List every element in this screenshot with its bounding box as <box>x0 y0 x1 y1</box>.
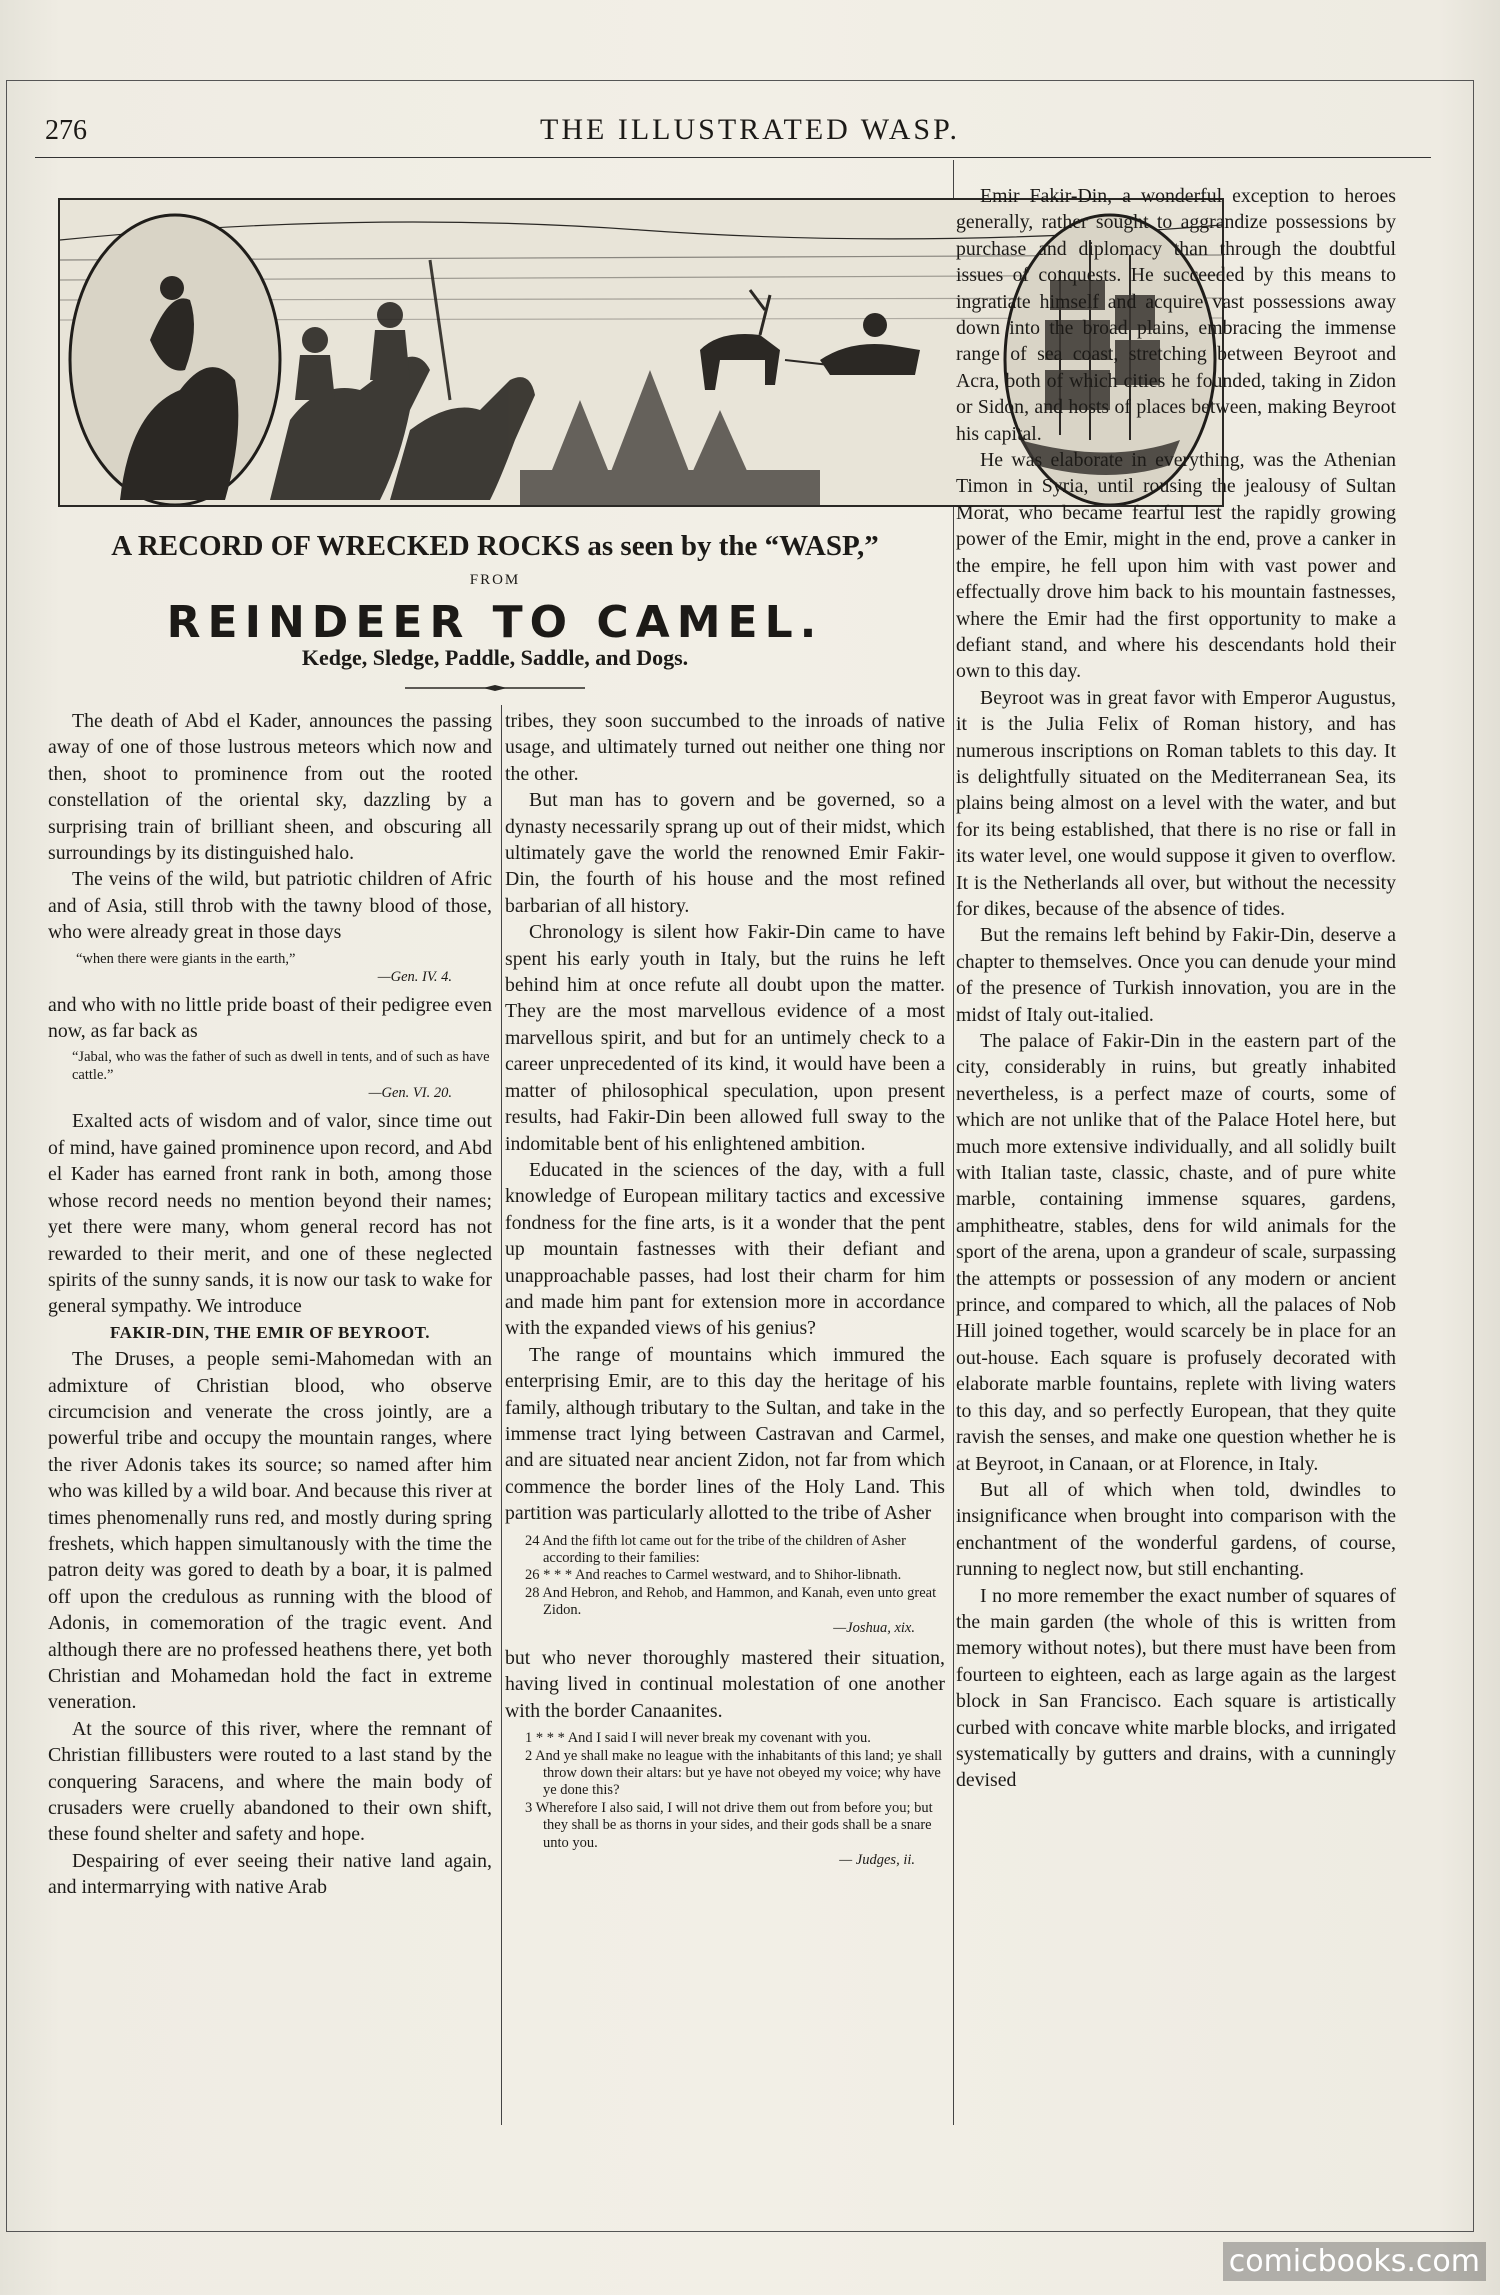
paragraph: and who with no little pride boast of their pedigree even now, as far back as <box>48 993 492 1043</box>
paragraph: I no more remember the exact number of squares of the main garden (the whole of this is written from memory without notes), but there must have been from fourteen to eighteen, each as large again as the largest block in San Francisco. Each square is artistically curbed with concave white marble blocks, and irrigated systematically by gutters and drains, with a cunningly devised <box>956 1584 1396 1792</box>
paragraph: At the source of this river, where the remnant of Christian fillibusters were routed to a last stand by the conquering Saracens, and where the main body of crusaders were cruelly abandoned to their own shift, these found shelter and safety and hope. <box>48 1717 492 1846</box>
verse-attribution: —Joshua, xix. <box>833 1619 915 1636</box>
paragraph: but who never thoroughly mastered their situation, having lived in continual molestation of one another with the border Canaanites. <box>505 1647 945 1722</box>
paragraph: He was elaborate in everything, was the Athenian Timon in Syria, until rousing the jealousy of Sultan Morat, who became fearful lest the rapidly growing power of the Emir, might in the end, prove a canker in the empire, he fell upon him with vast power and effectually drove him back to his mountain fastnesses, where the Emir had the first opportunity to make a defiant stand, and where his descendants hold their own to this day. <box>956 449 1396 683</box>
paragraph: The palace of Fakir-Din in the eastern part of the city, considerably in ruins, but greatly inhabited nevertheless, is a perfect maze of courts, some of which are not unlike that of the Palace Hotel here, but much more extensive individually, and all solidly built with Italian taste, classic, chaste, and of pure white marble, containing immense squares, gardens, amphitheatre, stables, dens for wild animals for the sport of the arena, upon a grandeur of scale, surpassing the attempts or possession of any modern or ancient prince, and compared to which, all the palaces of Nob Hill joined together, would scarcely be in place for an out-house. Each square is profusely decorated with elaborate marble fountains, replete with living waters to this day, and so perfectly European, that they quite ravish the senses, and make one question whether he is at Beyroot, in Canaan, or at Florence, in Italy. <box>956 1030 1396 1475</box>
quote-text: “Jabal, who was the father of such as dwell in tents, and of such as have cattle.” <box>72 1049 490 1084</box>
verse: 26 * * * And reaches to Carmel westward, and to Shihor-libnath. <box>525 1567 902 1584</box>
paragraph: But man has to govern and be governed, so a dynasty necessarily sprang up out of their midst, which ultimately gave the world the renowned Emir Fakir-Din, the fourth of his house and the most refined barbarian of all history. <box>505 789 945 917</box>
paragraph: The Druses, a people semi-Mahomedan with an admixture of Christian blood, who observe circumcision and venerate the cross jointly, are a powerful tribe and occupy the mountain ranges, where the river Adonis takes its source; so named after him who was killed by a wild boar. And because this river at times phenomenally runs red, and mostly during spring freshets, which happen simultanously with the time the patron deity was gored to death by a boar, it is palmed off upon the credulous as running with the blood of Adonis, in comemoration of the tragic event. And although there are no professed heathens there, yet both Christian and Mohamedan hold the fact in extreme veneration. <box>48 1348 492 1714</box>
paragraph: Beyroot was in great favor with Emperor Augustus, it is the Julia Felix of Roman history, and has numerous inscriptions on Roman tablets to this day. It is delightfully situated on the Mediterranean Sea, its plains being almost on a level with the water, and but for its being established, that there is no rise or fall in its water level, one would suppose it given to overflow. It is the Netherlands all over, but without the necessity for dikes, because of the absence of tides. <box>956 686 1396 920</box>
paragraph: Exalted acts of wisdom and of valor, since time out of mind, have gained prominence upon record, and Abd el Kader has earned front rank in both, among those whose record needs no mention beyond their names; yet there were many, whom general record has not rewarded to their merit, and one of these neglected spirits of the sunny sands, it is now our task to wake for general sympathy. We introduce <box>48 1110 492 1318</box>
paragraph: tribes, they soon succumbed to the inroads of native usage, and ultimately turned out neither one thing nor the other. <box>505 710 945 785</box>
quote-attribution: —Gen. IV. 4. <box>377 968 452 985</box>
scripture-verses <box>505 1730 945 1869</box>
verse: 2 And ye shall make no league with the inhabitants of this land; ye shall throw down their altars: but ye have not obeyed my voice; why have ye done this? <box>525 1747 943 1799</box>
article-title-from: FROM <box>469 572 521 588</box>
paragraph: But the remains left behind by Fakir-Din, deserve a chapter to themselves. Once you can denude your mind of the presence of Turkish innovation, you are in the midst of Italy out-italied. <box>956 924 1396 1026</box>
scripture-quote <box>48 950 492 986</box>
quote-attribution: —Gen. VI. 20. <box>368 1085 452 1102</box>
header-rule <box>35 157 1431 158</box>
masthead: THE ILLUSTRATED WASP. <box>540 113 960 146</box>
paragraph: The veins of the wild, but patriotic children of Afric and of Asia, still throb with the tawny blood of those, who were already great in those days <box>48 868 492 944</box>
column-1 <box>48 708 492 1901</box>
scripture-verses <box>505 1533 945 1637</box>
paragraph: Emir Fakir-Din, a wonderful exception to heroes generally, rather sought to aggrandize possessions by purchase and diplomacy than through the doubtful issues of conquests. He succeeded by this means to ingratiate himself and acquire vast possessions away down into the broad plains, embracing the immense range of sea coast, stretching between Beyroot and Acra, both of which cities he founded, taking in Zidon or Sidon, and hosts of places between, making Beyroot his capital. <box>956 185 1396 445</box>
column-rule-left <box>501 705 502 2125</box>
paragraph: Chronology is silent how Fakir-Din came to have spent his early youth in Italy, but the ruins he left behind him at once refute all doubt upon the matter. They are the most marvellous evidence of a most marvellous spirit, and but for an untimely check to a career unprecedented of its kind, it would have been a matter of philosophical speculation, upon present results, had Fakir-Din been allowed full sway to the indomitable bent of his enlightened ambition. <box>505 921 945 1155</box>
article-title: A RECORD OF WRECKED ROCKS as seen by the “WASP,” <box>111 530 879 562</box>
paragraph: Despairing of ever seeing their native land again, and intermarrying with native Arab <box>48 1849 492 1899</box>
column-2 <box>505 708 945 1870</box>
verse: 28 And Hebron, and Rehob, and Hammon, and Kanah, even unto great Zidon. <box>525 1584 937 1619</box>
quote-text: “when there were giants in the earth,” <box>76 950 296 967</box>
verse: 3 Wherefore I also said, I will not drive them out from before you; but they shall be as thorns in your sides, and their gods shall be a snare unto you. <box>525 1799 933 1851</box>
verse-attribution: — Judges, ii. <box>839 1852 915 1869</box>
article-subtitle: Kedge, Sledge, Paddle, Saddle, and Dogs. <box>301 645 689 670</box>
paragraph: The range of mountains which immured the enterprising Emir, are to this day the heritage of his family, although tributary to the Sultan, and take in the immense tract lying between Castravan and Carmel, and are situated near ancient Zidon, not far from which commence the border lines of the Holy Land. This partition was particularly allotted to the tribe of Asher <box>505 1343 945 1525</box>
title-ornament <box>405 685 585 691</box>
section-heading: FAKIR-DIN, THE EMIR OF BEYROOT. <box>110 1322 430 1342</box>
paragraph: But all of which when told, dwindles to insignificance when brought into comparison with the enchantment of the wonderful gardens, of course, running to neglect now, but still enchanting. <box>956 1478 1396 1581</box>
paragraph: The death of Abd el Kader, announces the passing away of one of those lustrous meteors which now and then, shoot to prominence from out the rooted constellation of the oriental sky, dazzling by a surprising train of brilliant sheen, and obscuring all surroundings by its distinguished halo. <box>48 710 492 865</box>
column-3 <box>956 183 1396 1794</box>
page-number: 276 <box>45 115 87 146</box>
watermark: comicbooks.com <box>1223 2242 1486 2281</box>
scripture-quote <box>48 1048 492 1102</box>
verse: 24 And the fifth lot came out for the tribe of the children of Asher according to their families: <box>525 1532 906 1566</box>
article-headline: REINDEER TO CAMEL. <box>166 597 824 648</box>
verse: 1 * * * And I said I will never break my covenant with you. <box>525 1730 871 1747</box>
paragraph: Educated in the sciences of the day, with a full knowledge of European military tactics and excessive fondness for the fine arts, is it a wonder that the pent up mountain fastnesses with their defiant and unapproachable passes, had lost their charm for him and made him pant for extension more in accordance with the expanded views of his genius? <box>505 1158 945 1340</box>
